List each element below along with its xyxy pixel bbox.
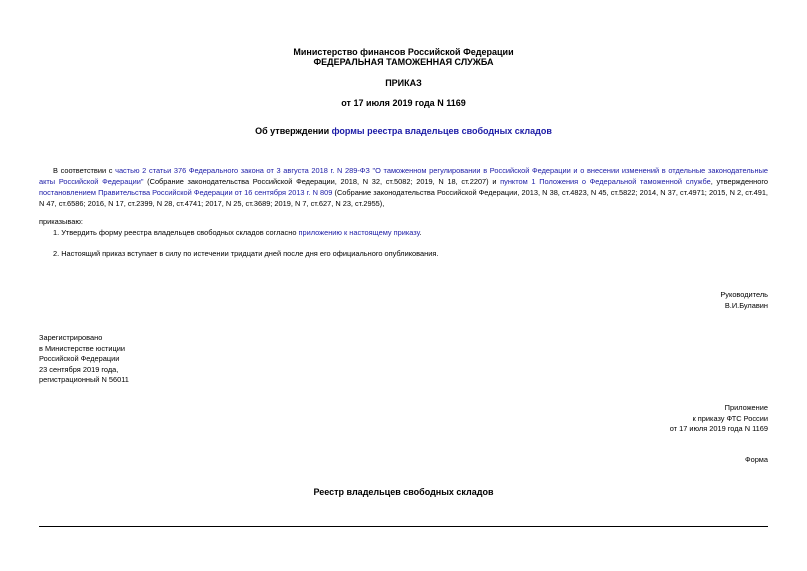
document-date-number: от 17 июля 2019 года N 1169 — [341, 98, 466, 108]
orders-intro: приказываю: — [39, 217, 83, 226]
title-link[interactable]: формы реестра владельцев свободных складов — [331, 126, 552, 136]
form-title: Реестр владельцев свободных складов — [313, 487, 494, 497]
preamble-text-4: (Собрание законодательства Российской Федерации, 2013, N 38, ст.4823, N 45, ст.5822; 2014, N 37, ст.4971; 2015, N 2, ст.491, N 47, ст.6586; 2016, N 17, ст.2399, N 28, ст.4741; 2017, N 25, ст.3689; 2019, N 7, ст.627, N 23, ст.2955), — [39, 188, 768, 208]
title-prefix: Об утверждении — [255, 126, 332, 136]
appendix-link[interactable]: приложению к настоящему приказу — [298, 228, 420, 237]
law-link[interactable]: частью 2 статьи 376 Федерального закона от 3 августа 2018 г. N 289-ФЗ "О таможенном регулировании в Российской Федерации и о внесении изменений в отдельные законодательные акты Российской Федерации" — [39, 166, 768, 186]
signature-position: Руководитель — [720, 290, 768, 299]
table-top-border — [39, 526, 768, 527]
regulation-link[interactable]: пунктом 1 Положения о Федеральной таможенной службе — [500, 177, 711, 186]
registration-line: регистрационный N 56011 — [39, 375, 129, 384]
order-item-2: 2. Настоящий приказ вступает в силу по истечении тридцати дней после дня его официального опубликования. — [53, 249, 439, 258]
preamble-paragraph — [39, 165, 768, 209]
signature-block — [720, 290, 768, 311]
registration-line: 23 сентября 2019 года, — [39, 364, 119, 374]
registration-line: Российской Федерации — [39, 354, 120, 363]
ministry-name: Министерство финансов Российской Федерации — [293, 47, 514, 57]
registration-block — [39, 333, 129, 386]
document-title — [0, 126, 807, 136]
order-item-1-text: 1. Утвердить форму реестра владельцев свободных складов согласно — [53, 228, 299, 237]
appendix-block — [670, 403, 768, 435]
appendix-line: к приказу ФТС России — [692, 413, 768, 423]
preamble-text-1: В соответствии с — [53, 166, 116, 175]
document-type: ПРИКАЗ — [385, 78, 422, 88]
order-item-1-end: . — [419, 228, 422, 237]
government-decree-link[interactable]: постановлением Правительства Российской Федерации от 16 сентября 2013 г. N 809 — [39, 188, 333, 197]
appendix-line: Приложение — [724, 403, 768, 412]
registration-line: в Министерстве юстиции — [39, 343, 126, 353]
registration-line: Зарегистрировано — [39, 333, 103, 342]
form-label: Форма — [744, 455, 768, 464]
preamble-text-3: , утвержденного — [710, 177, 768, 186]
order-item-1 — [39, 227, 768, 238]
service-name: ФЕДЕРАЛЬНАЯ ТАМОЖЕННАЯ СЛУЖБА — [313, 57, 494, 67]
appendix-line: от 17 июля 2019 года N 1169 — [669, 424, 768, 433]
signature-name: В.И.Булавин — [724, 300, 768, 310]
preamble-text-2: (Собрание законодательства Российской Федерации, 2018, N 32, ст.5082; 2019, N 18, ст.2207) и — [143, 177, 501, 186]
